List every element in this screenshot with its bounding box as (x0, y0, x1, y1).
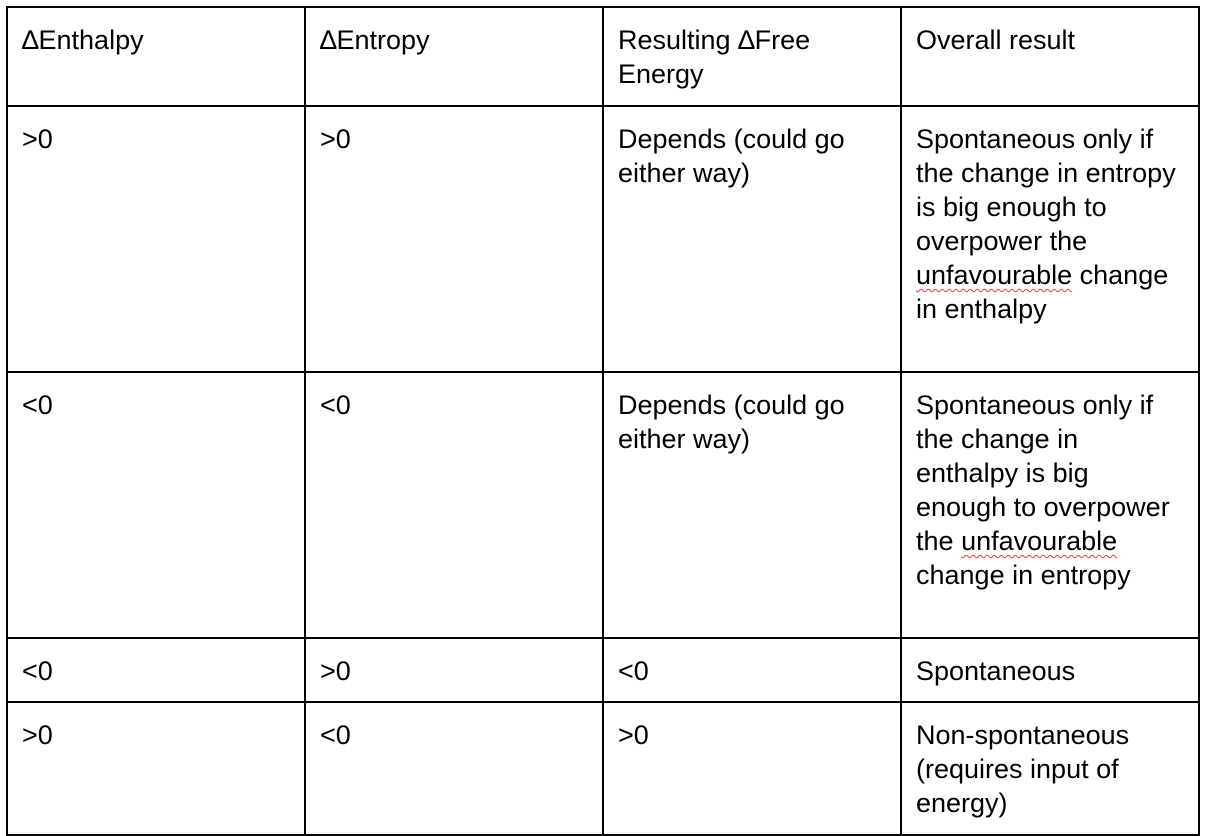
cell-enthalpy[interactable]: <0 (7, 372, 305, 638)
cell-free-energy[interactable]: <0 (603, 638, 901, 702)
cell-free-energy[interactable]: Depends (could go either way) (603, 106, 901, 372)
cell-overall-result[interactable] (901, 372, 1199, 638)
cell-entropy[interactable]: <0 (305, 372, 603, 638)
cell-overall-result[interactable]: Spontaneous (901, 638, 1199, 702)
cell-enthalpy[interactable]: >0 (7, 106, 305, 372)
thermodynamics-table (6, 6, 1200, 836)
header-entropy[interactable]: ∆Entropy (305, 7, 603, 106)
spellcheck-flagged-word[interactable]: unfavourable (961, 526, 1118, 556)
table-header-row (7, 7, 1199, 106)
cell-overall-result[interactable]: Non-spontaneous (requires input of energy) (901, 702, 1199, 835)
cell-overall-result[interactable] (901, 106, 1199, 372)
cell-enthalpy[interactable]: <0 (7, 638, 305, 702)
cell-free-energy[interactable]: Depends (could go either way) (603, 372, 901, 638)
cell-enthalpy[interactable]: >0 (7, 702, 305, 835)
cell-free-energy[interactable]: >0 (603, 702, 901, 835)
header-free-energy[interactable]: Resulting ∆Free Energy (603, 7, 901, 106)
table-row (7, 106, 1199, 372)
table-row (7, 638, 1199, 702)
result-text: Spontaneous only if the change in enthalpy is big enough to overpower the (916, 390, 1170, 556)
spellcheck-flagged-word[interactable]: unfavourable (916, 260, 1073, 290)
result-text-tail: change in enthalpy (916, 260, 1169, 324)
cell-entropy[interactable]: <0 (305, 702, 603, 835)
result-text-tail: change in entropy (916, 560, 1131, 590)
table-row (7, 702, 1199, 835)
result-text: Spontaneous only if the change in entropy is big enough to overpower the (916, 124, 1176, 256)
header-overall-result[interactable]: Overall result (901, 7, 1199, 106)
header-enthalpy[interactable]: ∆Enthalpy (7, 7, 305, 106)
cell-entropy[interactable]: >0 (305, 106, 603, 372)
cell-entropy[interactable]: >0 (305, 638, 603, 702)
table-row (7, 372, 1199, 638)
